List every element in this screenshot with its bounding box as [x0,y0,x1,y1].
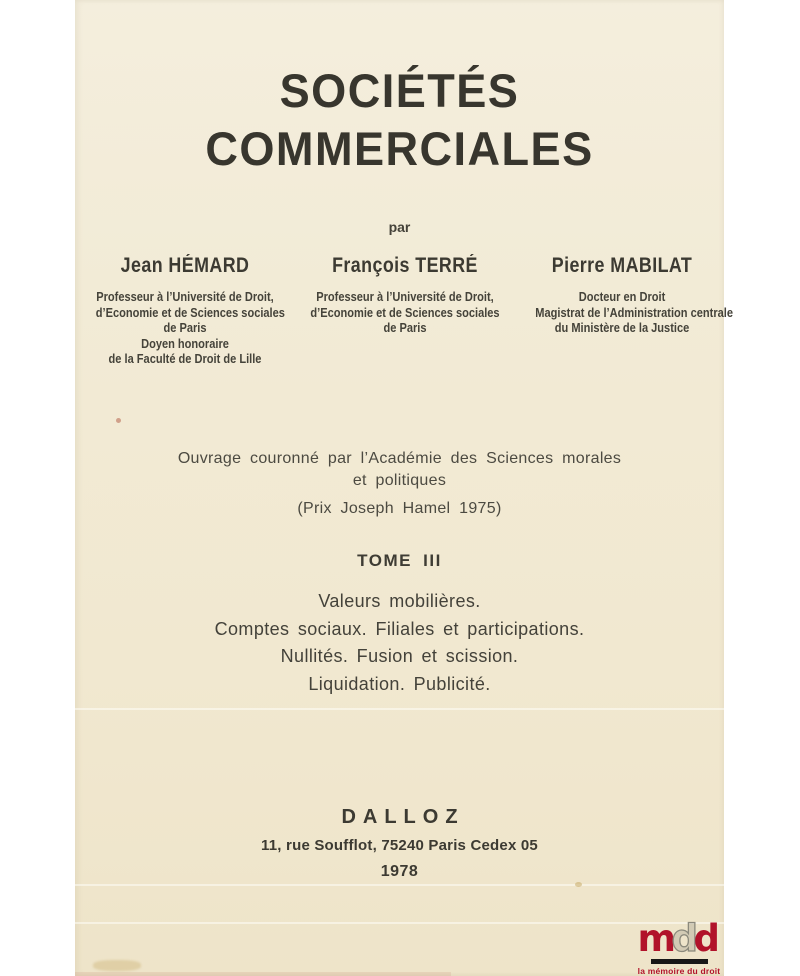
book-title-line1: SOCIÉTÉS [279,64,520,117]
author-detail-line: Professeur à l’Université de Droit, [96,289,274,304]
mdd-letter-d-outline: d [671,916,694,960]
mdd-logo-tagline: la mémoire du droit [637,965,721,976]
author-name: Jean HÉMARD [120,254,250,277]
author-detail-line: du Ministère de la Justice [554,320,690,335]
volume-label: TOME III [357,551,442,570]
scan-crease-line [75,708,724,710]
award-note [75,448,724,520]
publication-year: 1978 [380,863,419,880]
author-detail-line: d’Economie et de Sciences sociales [95,304,285,320]
author-detail-line: Professeur à l’Université de Droit, [316,289,494,304]
author-column-inner [307,254,503,336]
contents-line: Valeurs mobilières. [318,591,481,611]
contents-line: Liquidation. Publicité. [308,673,491,694]
mdd-logo-letters [637,916,721,960]
publisher-name: DALLOZ [341,806,465,828]
author-detail-line: Magistrat de l’Administration centrale [535,304,734,320]
mdd-letter-d: d [693,916,716,960]
author-detail-line: de Paris [163,320,207,335]
author-column [520,254,734,367]
byline: par [388,219,411,235]
award-line: et politiques [352,472,447,489]
contents-list [75,588,724,698]
author-detail-line: Doyen honoraire [141,335,229,351]
mdd-letter-m: m [637,916,672,960]
publisher-imprint [75,806,724,881]
award-line: Ouvrage couronné par l’Académie des Sciences morales [177,450,622,467]
scan-crease-line [75,922,724,924]
book-title [88,62,711,178]
paper-fleck [116,418,121,423]
author-column-inner [535,254,734,336]
author-detail-line: d’Economie et de Sciences sociales [310,304,500,320]
publisher-address: 11, rue Soufflot, 75240 Paris Cedex 05 [261,837,538,854]
author-column-inner [95,254,285,367]
author-detail-line: de la Faculté de Droit de Lille [108,351,262,366]
author-column [290,254,520,367]
page-bottom-edge [75,972,451,976]
author-column [80,254,290,367]
contents-line: Comptes sociaux. Filiales et participations. [214,618,585,639]
award-prize: (Prix Joseph Hamel 1975) [297,500,502,517]
author-detail-line: Docteur en Droit [578,289,666,304]
author-name: Pierre MABILAT [551,254,693,277]
scan-crease-line [75,884,724,886]
book-page [75,0,734,976]
author-detail-line: de Paris [383,320,427,335]
book-title-line2: COMMERCIALES [205,122,594,175]
author-name: François TERRÉ [332,254,478,277]
paper-fleck [575,882,582,887]
paper-stain [93,960,141,971]
mdd-logo [637,916,721,976]
authors-row [75,254,734,367]
contents-line: Nullités. Fusion et scission. [280,646,519,666]
